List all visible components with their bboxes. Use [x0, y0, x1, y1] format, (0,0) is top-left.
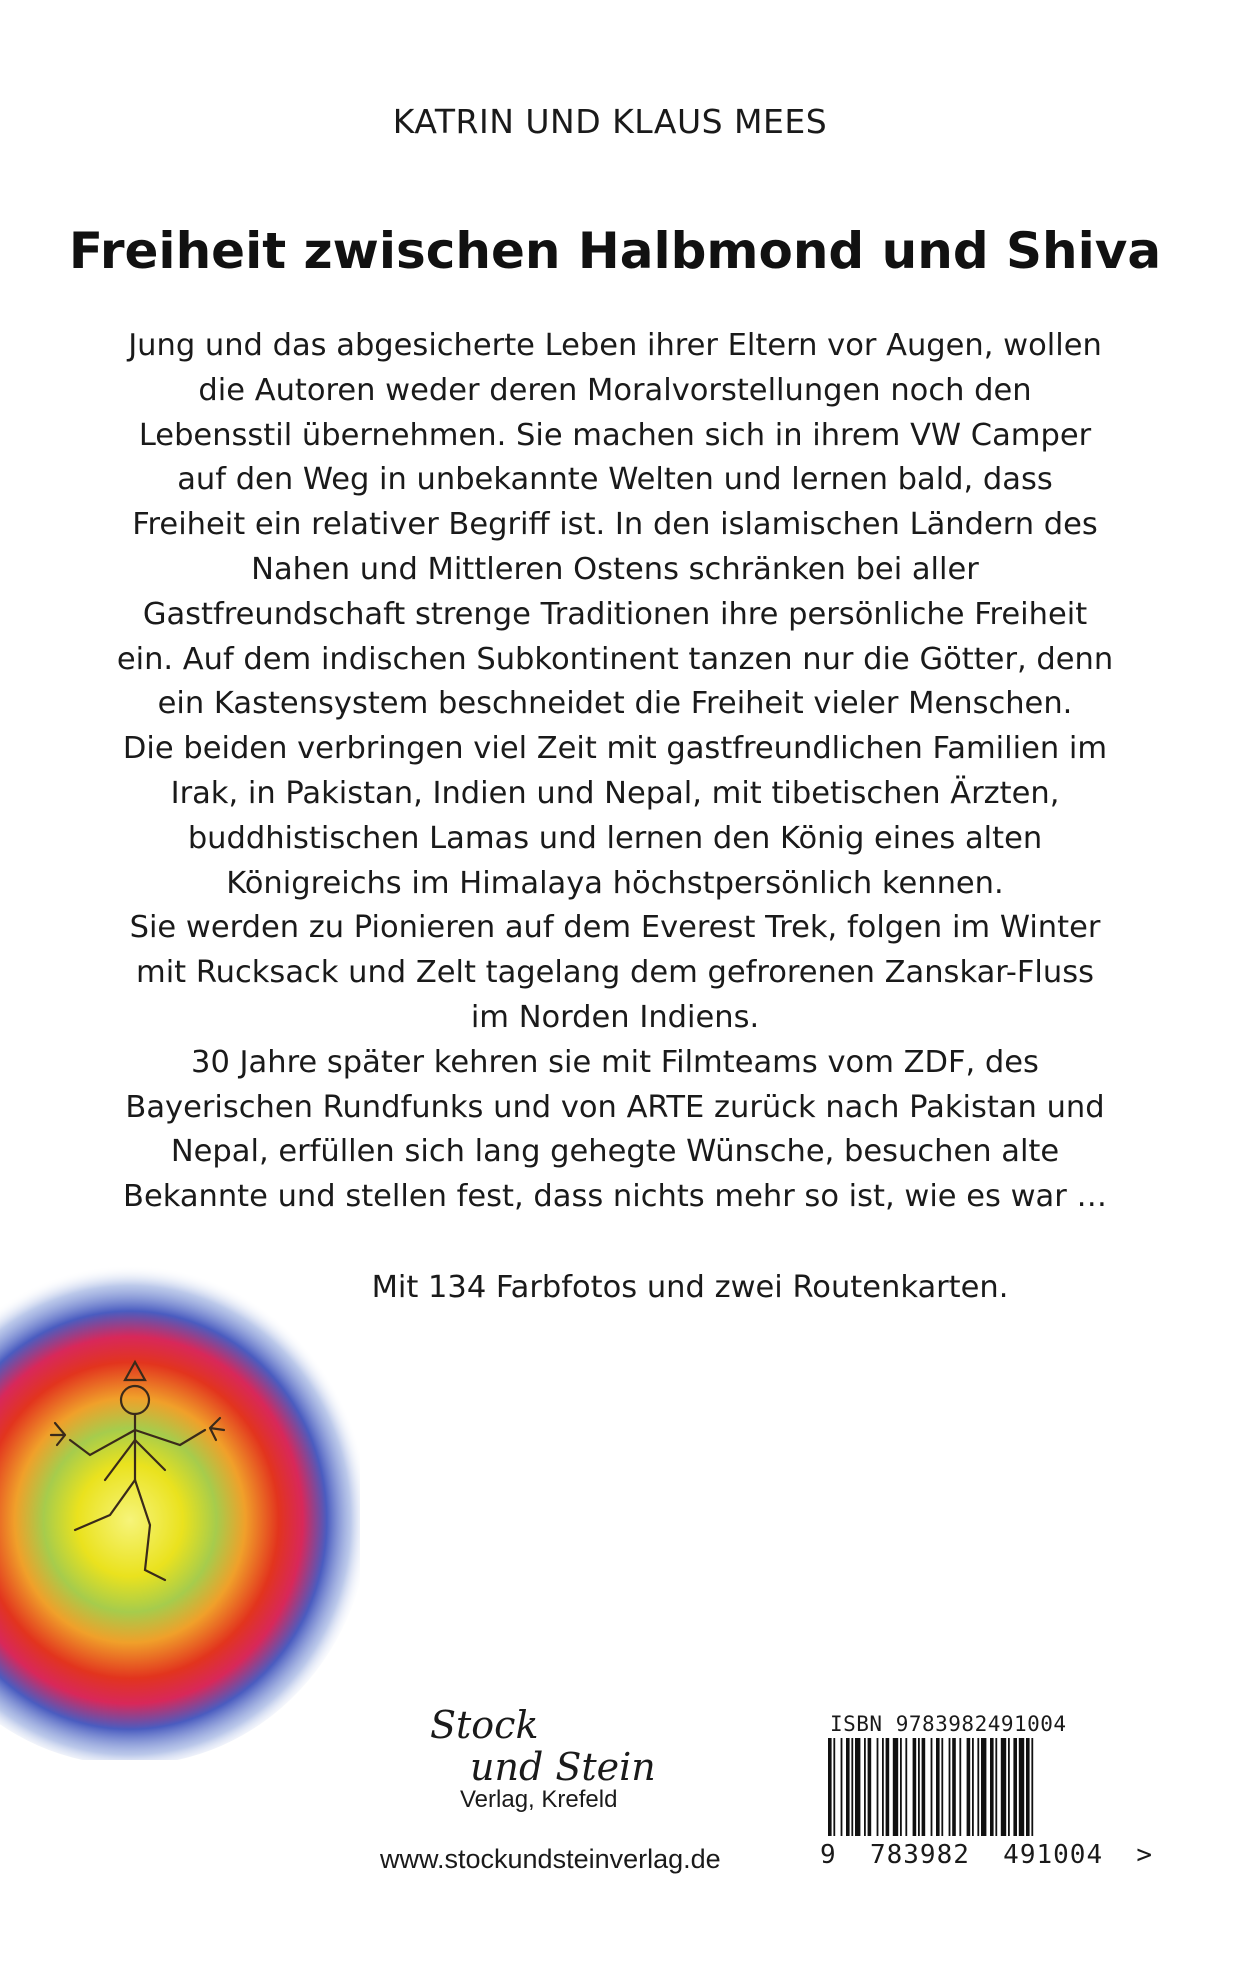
author-name: KATRIN UND KLAUS MEES — [392, 102, 828, 141]
isbn-label: ISBN 9783982491004 — [830, 1712, 1067, 1736]
logo-line-2: und Stein — [470, 1745, 656, 1789]
publisher-subtitle: Verlag, Krefeld — [460, 1786, 618, 1813]
blurb-line: die Autoren weder deren Moralvorstellungen noch den — [198, 372, 1032, 408]
barcode-bar — [959, 1738, 961, 1836]
barcode-bar — [1008, 1738, 1010, 1836]
barcode-bar — [905, 1738, 907, 1836]
blurb-line: Bayerischen Rundfunks und von ARTE zurück nach Pakistan und — [125, 1089, 1105, 1125]
barcode-bar — [981, 1738, 986, 1836]
blurb-line: auf den Weg in unbekannte Welten und lernen bald, dass — [177, 462, 1053, 498]
barcode-bar — [841, 1738, 843, 1836]
blurb-line: Die beiden verbringen viel Zeit mit gastfreundlichen Familien im — [122, 731, 1108, 767]
photos-note: Mit 134 Farbfotos und zwei Routenkarten. — [371, 1270, 1009, 1305]
shiva-mandala-illustration — [0, 1240, 360, 1760]
barcode-bar — [877, 1738, 879, 1836]
blurb-line: Jung und das abgesicherte Leben ihrer Eltern vor Augen, wollen — [128, 328, 1102, 363]
book-title: Freiheit zwischen Halbmond und Shiva — [68, 222, 1162, 280]
blurb-line: Sie werden zu Pionieren auf dem Everest Trek, folgen im Winter — [129, 910, 1101, 946]
barcode-bar — [864, 1738, 866, 1836]
blurb-line: Gastfreundschaft strenge Traditionen ihre persönliche Freiheit — [142, 596, 1088, 632]
publisher-url[interactable]: www.stockundsteinverlag.de — [380, 1844, 721, 1874]
barcode-bar — [893, 1738, 898, 1836]
barcode-bar — [972, 1738, 974, 1836]
blurb-text — [110, 324, 1120, 1220]
blurb-line: Bekannte und stellen fest, dass nichts mehr so ist, wie es war … — [123, 1179, 1107, 1215]
barcode-bar — [990, 1738, 994, 1836]
barcode-bar — [1026, 1738, 1030, 1836]
barcode — [822, 1738, 1102, 1836]
logo-line-1: Stock — [430, 1703, 539, 1747]
blurb-line: Irak, in Pakistan, Indien und Nepal, mit tibetischen Ärzten, — [170, 775, 1060, 811]
barcode-bar — [941, 1738, 943, 1836]
barcode-bar — [967, 1738, 971, 1836]
blurb-line: buddhistischen Lamas und lernen den König eines alten — [187, 820, 1043, 856]
barcode-bar — [1019, 1738, 1024, 1836]
publisher-logo — [420, 1700, 720, 1830]
blurb-line: ein. Auf dem indischen Subkontinent tanzen nur die Götter, denn — [116, 641, 1114, 677]
barcode-bar — [855, 1738, 860, 1836]
barcode-bar — [828, 1738, 832, 1836]
blurb-line: Königreichs im Himalaya höchstpersönlich kennen. — [226, 865, 1004, 901]
barcode-number: 9 783982 491004 > — [820, 1840, 1154, 1870]
blurb-line: ein Kastensystem beschneidet die Freiheit vieler Menschen. — [157, 686, 1073, 722]
barcode-bar — [952, 1738, 956, 1836]
barcode-bar — [977, 1738, 979, 1836]
blurb-line: im Norden Indiens. — [470, 999, 760, 1035]
barcode-bar — [995, 1738, 997, 1836]
barcode-bar — [949, 1738, 951, 1836]
barcode-bar — [886, 1738, 890, 1836]
barcode-bar — [846, 1738, 850, 1836]
barcode-bar — [931, 1738, 933, 1836]
barcode-bar — [833, 1738, 835, 1836]
barcode-bar — [1001, 1738, 1006, 1836]
blurb-line: Nahen und Mittleren Ostens schränken bei aller — [251, 551, 979, 587]
barcode-bar — [882, 1738, 884, 1836]
barcode-bar — [936, 1738, 940, 1836]
blurb-line: Nepal, erfüllen sich lang gehegte Wünsche, besuchen alte — [170, 1134, 1060, 1170]
publisher-logo-mark — [420, 1700, 720, 1790]
barcode-bar — [900, 1738, 902, 1836]
barcode-bar — [1013, 1738, 1017, 1836]
barcode-bar — [913, 1738, 917, 1836]
blurb-line: 30 Jahre später kehren sie mit Filmteams vom ZDF, des — [191, 1044, 1039, 1080]
blurb-line: mit Rucksack und Zelt tagelang dem gefrorenen Zanskar-Fluss — [136, 955, 1094, 991]
barcode-bar — [1031, 1738, 1033, 1836]
blurb-line: Lebensstil übernehmen. Sie machen sich in ihrem VW Camper — [138, 417, 1092, 453]
barcode-bar — [922, 1738, 926, 1836]
barcode-bar — [868, 1738, 872, 1836]
blurb-line: Freiheit ein relativer Begriff ist. In den islamischen Ländern des — [132, 507, 1098, 543]
barcode-bar — [851, 1738, 853, 1836]
barcode-bar — [918, 1738, 920, 1836]
